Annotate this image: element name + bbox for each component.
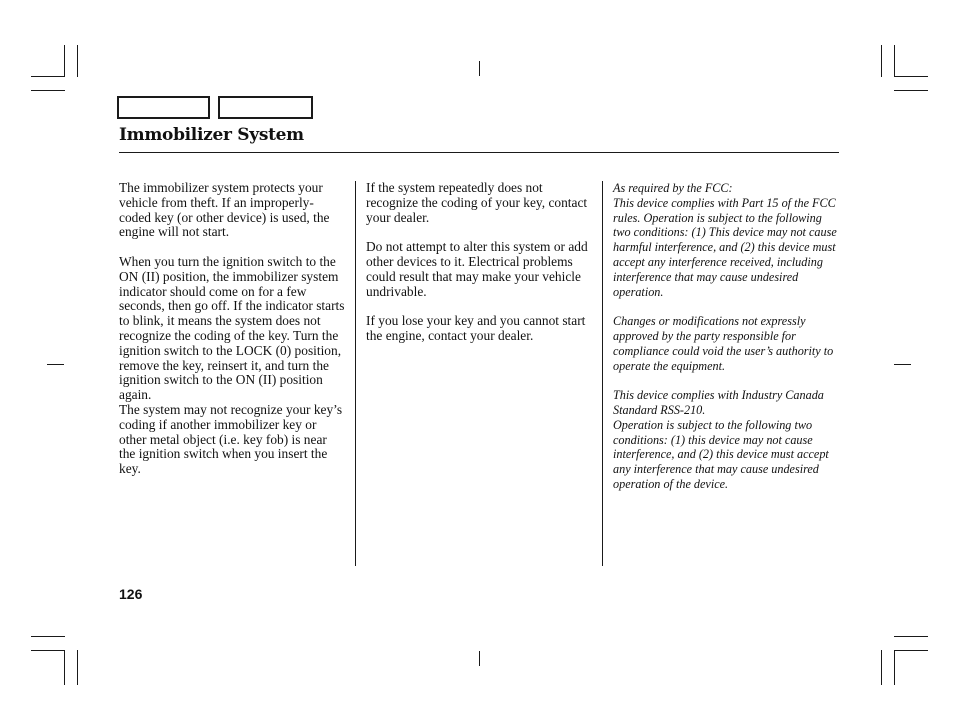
ic-text: Operation is subject to the following two conditions: (1) this device may not cause interference, and (2) this device must accept any interference that may cause undesired operation of the device. [613,417,829,491]
center-mark-top [479,61,480,76]
column-2 [366,181,596,359]
center-mark-right [894,364,911,365]
page-title: Immobilizer System [119,125,304,145]
ic-heading: This device complies with Industry Canada Standard RSS-210. [613,388,824,417]
paragraph: If the system repeatedly does not recognize the coding of your key, contact your dealer. [366,180,588,225]
column-1 [119,181,345,492]
paragraph: If you lose your key and you cannot start the engine, contact your dealer. [366,313,586,343]
column-3 [613,181,841,507]
title-rule [119,152,839,153]
fcc-text: This device complies with Part 15 of the FCC rules. Operation is subject to the following two conditions: (1) This device may not cause harmful interference, and (2) this device must accept any interference received, including interference that may cause undesired operation. [613,195,837,299]
page-number: 126 [119,586,143,602]
paragraph: Do not attempt to alter this system or add other devices to it. Electrical problems could result that may make your vehicle undrivable. [366,239,588,299]
paragraph: When you turn the ignition switch to the ON (II) position, the immobilizer system indicator should come on for a few seconds, then go off. If the indicator starts to blink, it means the system does not recognize the coding of the key. Turn the ignition switch to the LOCK (0) position, remove the key, reinsert it, and turn the ignition switch to the ON (II) position again. [119,253,345,403]
paragraph: The immobilizer system protects your vehicle from theft. If an improperly-coded key (or other device) is used, the engine will not start. [119,180,330,240]
changes-text: Changes or modifications not expressly approved by the party responsible for compliance could void the user’s authority to operate the equipment. [613,314,834,373]
paragraph: The system may not recognize your key’s coding if another immobilizer key or other metal object (i.e. key fob) is near the ignition switch when you insert the key. [119,401,343,477]
header-tab-1 [117,96,210,119]
center-mark-left [47,364,64,365]
header-tab-2 [218,96,313,119]
fcc-heading: As required by the FCC: [613,181,733,195]
column-divider-2 [602,181,603,566]
center-mark-bottom [479,651,480,666]
column-divider-1 [355,181,356,566]
